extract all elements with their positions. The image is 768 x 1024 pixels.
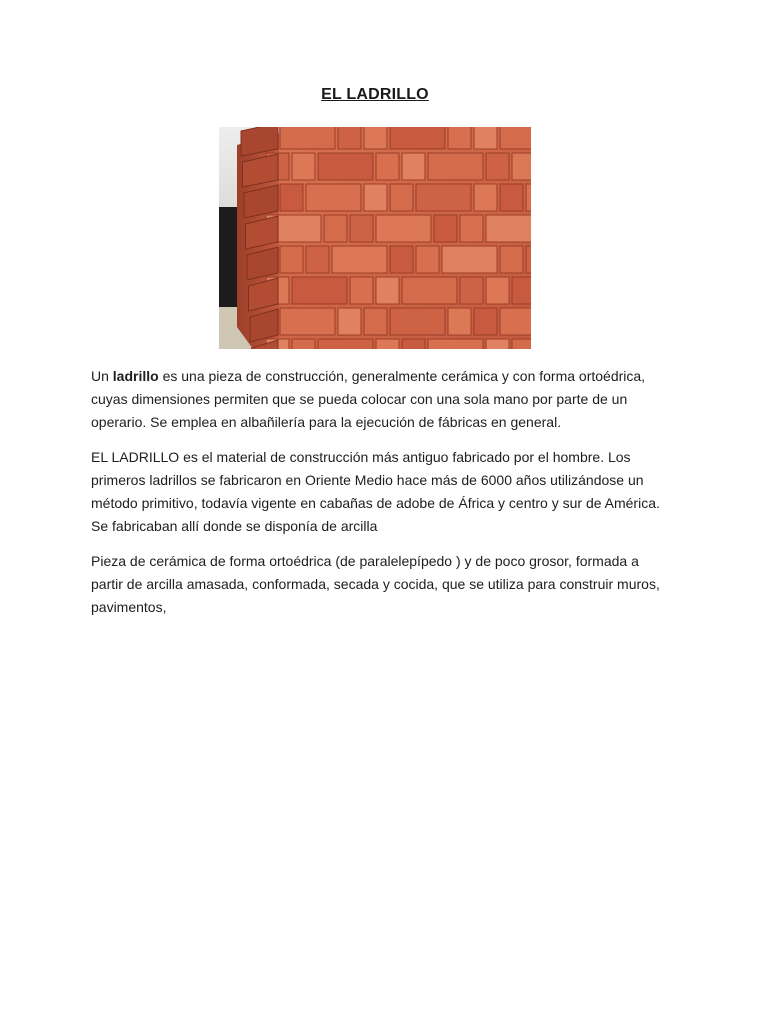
- brick: [376, 153, 399, 180]
- brick: [280, 184, 303, 211]
- brick: [512, 277, 531, 304]
- brick: [448, 127, 471, 149]
- brick: [338, 308, 361, 335]
- brick: [364, 127, 387, 149]
- brick-stack-photo: [219, 127, 531, 349]
- brick: [402, 153, 425, 180]
- brick: [428, 153, 483, 180]
- brick: [500, 308, 531, 335]
- brick-stack-illustration: [219, 127, 531, 349]
- brick: [376, 277, 399, 304]
- brick: [486, 339, 509, 349]
- brick: [280, 246, 303, 273]
- brick: [512, 339, 531, 349]
- paragraph-1-bold-term: ladrillo: [112, 368, 159, 384]
- brick: [460, 277, 483, 304]
- brick: [376, 339, 399, 349]
- brick: [474, 184, 497, 211]
- paragraph-1-start: Un: [91, 368, 113, 384]
- brick: [486, 277, 509, 304]
- brick: [390, 246, 413, 273]
- brick: [318, 153, 373, 180]
- brick: [402, 339, 425, 349]
- brick: [402, 277, 457, 304]
- brick: [376, 215, 431, 242]
- brick: [364, 308, 387, 335]
- brick: [500, 246, 523, 273]
- page-title: EL LADRILLO: [321, 86, 429, 103]
- brick: [350, 277, 373, 304]
- brick: [280, 127, 335, 149]
- brick: [306, 184, 361, 211]
- brick: [416, 184, 471, 211]
- paragraph-2: [91, 446, 671, 538]
- brick: [280, 308, 335, 335]
- brick: [434, 215, 457, 242]
- brick-rows: [241, 127, 531, 349]
- brick: [500, 127, 531, 149]
- paragraph-2-text: EL LADRILLO es el material de construcción más antiguo fabricado por el hombre. Los primeros ladrillos se fabricaron en Oriente Medio hace más de 6000 años utilizándose un método primitivo, todavía vigente en cabañas de adobe de África y centro y sur de América. Se fabricaban allí donde se disponía de arcilla: [91, 449, 660, 534]
- paragraph-1-rest: es una pieza de construcción, generalmente cerámica y con forma ortoédrica, cuyas dimensiones permiten que se pueda colocar con una sola mano por parte de un operario. Se emplea en albañilería para la ejecución de fábricas en general.: [91, 368, 646, 430]
- brick: [474, 308, 497, 335]
- brick: [292, 339, 315, 349]
- brick: [390, 184, 413, 211]
- brick: [318, 339, 373, 349]
- brick: [292, 277, 347, 304]
- brick: [526, 246, 531, 273]
- brick: [338, 127, 361, 149]
- brick: [442, 246, 497, 273]
- brick: [486, 153, 509, 180]
- brick: [500, 184, 523, 211]
- brick: [390, 308, 445, 335]
- brick: [390, 127, 445, 149]
- paragraph-3: [91, 550, 671, 619]
- paragraph-1: [91, 365, 671, 434]
- brick: [486, 215, 531, 242]
- brick: [324, 215, 347, 242]
- brick: [474, 127, 497, 149]
- brick: [292, 153, 315, 180]
- brick: [526, 184, 531, 211]
- brick: [350, 215, 373, 242]
- brick: [512, 153, 531, 180]
- brick: [448, 308, 471, 335]
- brick: [460, 215, 483, 242]
- brick: [428, 339, 483, 349]
- brick: [364, 184, 387, 211]
- paragraph-3-text: Pieza de cerámica de forma ortoédrica (de paralelepípedo ) y de poco grosor, formada a partir de arcilla amasada, conformada, secada y cocida, que se utiliza para construir muros, pavimentos,: [91, 553, 660, 615]
- brick: [332, 246, 387, 273]
- brick: [416, 246, 439, 273]
- brick: [306, 246, 329, 273]
